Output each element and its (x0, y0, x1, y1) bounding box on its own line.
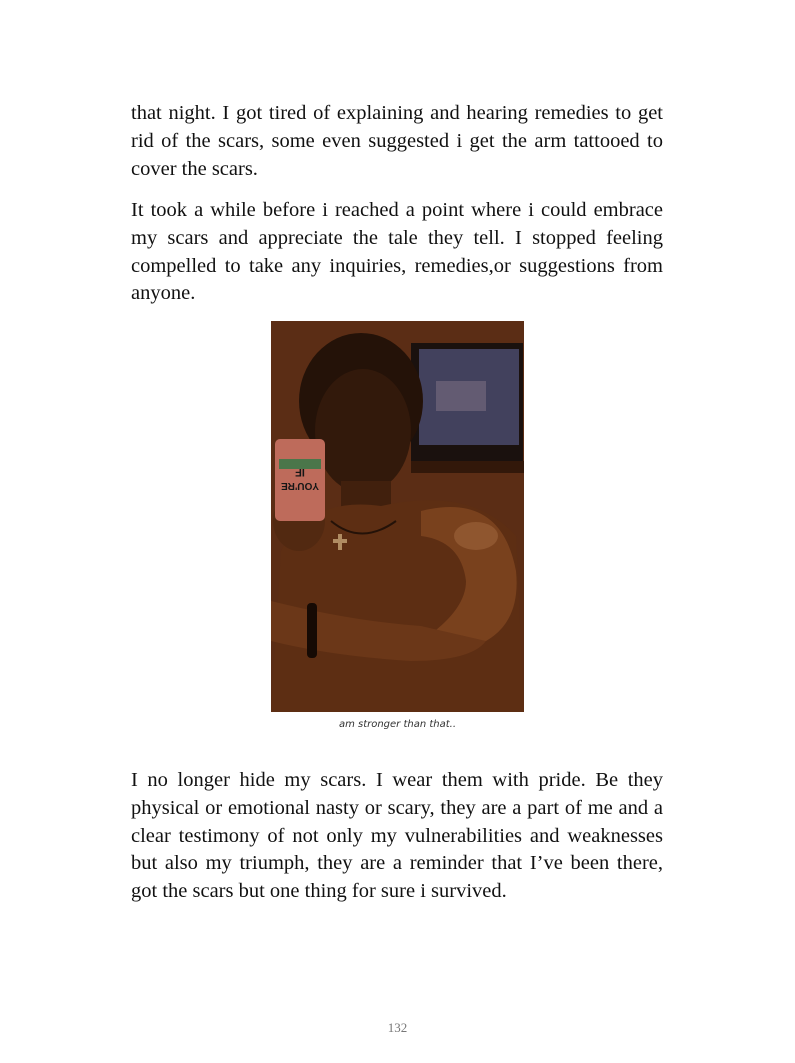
page-number: 132 (387, 1020, 408, 1035)
paragraph-3: I no longer hide my scars. I wear them with pride. Be they physical or emotional nasty or scary, they are a part of me and a clear testimony of not only my vulnerabilities and weaknesses but also my triumph, they are a reminder that I’ve been there, got the scars but one thing for sure i survived. (131, 769, 663, 903)
phone-text-2: YOU'RE (281, 480, 319, 491)
phone-text-1: IF (295, 466, 305, 478)
photo-vignette (271, 321, 524, 712)
photo-illustration (271, 321, 524, 712)
paragraph-1: that night. I got tired of explaining and hearing remedies to get rid of the scars, some even suggested i get the arm tattooed to cover the scars. (131, 102, 663, 180)
selfie-photo (271, 321, 524, 712)
paragraph-2: It took a while before i reached a point where i could embrace my scars and appreciate the tale they tell. I stopped feeling compelled to take any inquiries, remedies,or suggestions from anyone. (131, 199, 663, 305)
photo-caption: am stronger than that.. (338, 719, 457, 730)
